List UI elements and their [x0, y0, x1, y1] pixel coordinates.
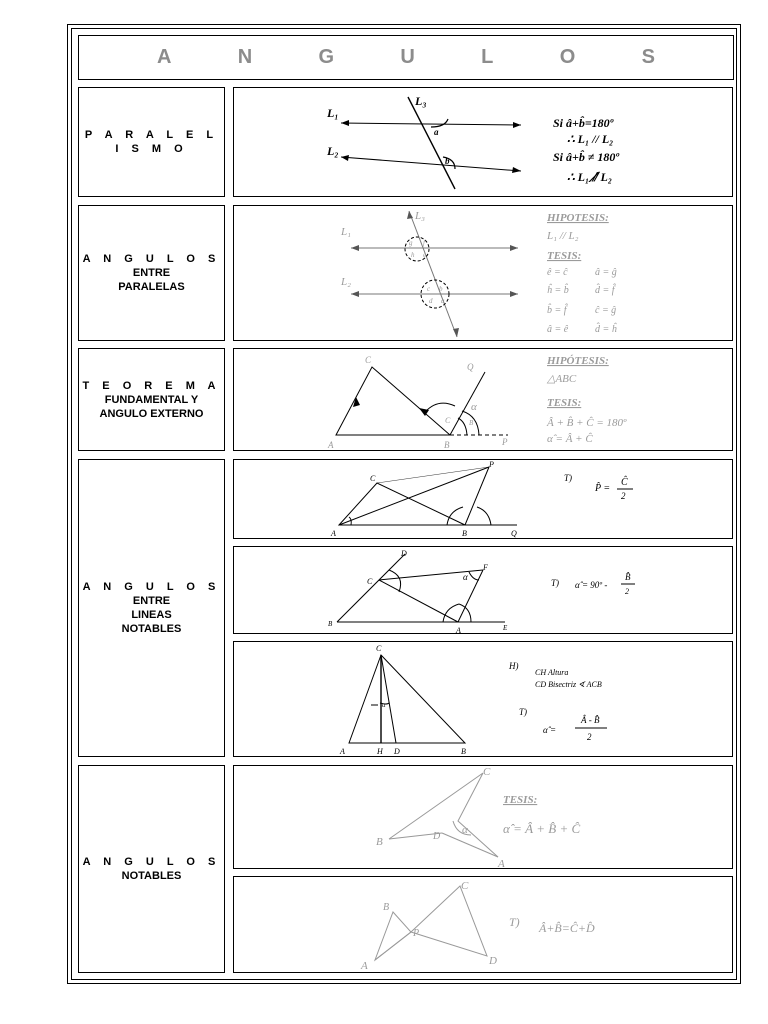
row-label-line: P A R A L E L I S M O [84, 129, 219, 155]
line-da [442, 833, 498, 857]
row-label-line: PARALELAS [118, 281, 185, 293]
point-p: P [489, 460, 494, 469]
label-b-small: B [469, 419, 474, 427]
formula-lhs: α̂ = [543, 725, 557, 735]
title-letter: N [237, 46, 253, 68]
teorema-diagram [233, 348, 733, 451]
vertex-b: B [444, 440, 450, 450]
formula-den: 2 [625, 587, 629, 596]
eq-6: ĉ = ĝ [595, 305, 617, 316]
title-letter: S [641, 46, 655, 68]
angle-arc-q [477, 507, 491, 525]
vertex-c: C [370, 474, 376, 483]
line-af [458, 570, 483, 622]
title-letter: G [318, 46, 335, 68]
eq-1: ê = ĉ [547, 267, 568, 278]
tesis-heading: TESIS: [503, 794, 538, 806]
eq-5: b̂ = f̂ [547, 305, 567, 316]
vertex-b: B [462, 529, 467, 538]
line-l2 [341, 157, 521, 171]
label-l1: L₁ [327, 106, 339, 120]
line-l1 [341, 123, 521, 125]
row-label-line: T E O R E M A [82, 379, 221, 392]
point-q: Q [467, 362, 474, 372]
tesis-label: T) [564, 473, 573, 483]
angle-arc-e [459, 604, 471, 622]
row-label-line: A N G U L O S [82, 856, 221, 868]
notables-3-diagram [233, 641, 733, 757]
arrow-l2-right [512, 167, 521, 173]
point-p: P [413, 928, 420, 939]
eq-8: d̂ = ĥ [595, 324, 617, 335]
eq-2: â = ĝ [595, 267, 617, 278]
hipotesis-line: △ABC [547, 373, 577, 385]
vertex-b: B [328, 620, 333, 628]
label-c-small: C [445, 416, 451, 425]
tesis-label: T) [509, 915, 520, 929]
triangle-abc [339, 483, 465, 525]
angle-f: f [423, 239, 425, 247]
eq-4: d̂ = f̂ [595, 285, 615, 296]
label-l1: L₁ [341, 226, 351, 238]
row-label-angulos-notables [78, 765, 225, 973]
angle-h: h [411, 251, 415, 259]
arrow [510, 245, 518, 251]
hipotesis-heading: HIPOTESIS: [547, 212, 609, 224]
formula-2: ∴ L₁ // L₂ [567, 132, 614, 146]
label-b: b [445, 156, 450, 166]
vertex-a: A [331, 529, 336, 538]
vertex-c: C [376, 644, 382, 653]
arrow [351, 245, 359, 251]
vertex-a: A [456, 626, 461, 635]
vertex-c: C [365, 355, 372, 365]
hipotesis-line-1: CH Altura [535, 668, 569, 677]
angle-d: d [429, 297, 433, 305]
angle-arc-c [425, 403, 455, 412]
formula-num: B̂ [625, 572, 631, 582]
triangle-pcd [411, 886, 487, 956]
label-a: a [434, 127, 439, 137]
formula-den: 2 [587, 732, 592, 742]
angle-arc-a [443, 604, 459, 622]
hipotesis-line: L₁ // L₂ [547, 230, 579, 242]
tesis-label: T) [551, 578, 560, 588]
angle-e: e [423, 251, 427, 259]
label-l3: L₃ [415, 94, 427, 108]
angle-arc-alpha [469, 572, 479, 580]
angle-g: g [409, 239, 413, 247]
paralelas-diagram [233, 205, 733, 341]
tesis-label: T) [519, 707, 528, 717]
point-p: P [502, 437, 508, 447]
vertex-b: B [376, 836, 383, 848]
angle-b: b [439, 285, 443, 293]
eq-3: ĥ = b̂ [547, 285, 569, 296]
formula-expr: α̂ = 90º - [575, 580, 608, 590]
line-cp [377, 467, 489, 483]
vertex-f: F [483, 563, 488, 572]
arrow-l2-left [341, 155, 349, 161]
line-bp [465, 467, 489, 525]
angulos-notables-2-diagram [233, 876, 733, 973]
vertex-b: B [461, 747, 466, 756]
arrow [351, 291, 359, 297]
vertex-b: B [383, 902, 390, 913]
hipotesis-heading: HIPÓTESIS: [547, 355, 609, 367]
angulos-notables-1-diagram [233, 765, 733, 869]
angle-arc-a [458, 418, 467, 435]
row-label-line: ANGULO EXTERNO [99, 407, 204, 420]
row-label-line: FUNDAMENTAL Y [104, 393, 199, 406]
tesis-line: α̂ = Â + B̂ + Ĉ [503, 821, 581, 836]
formula-den: 2 [621, 491, 626, 501]
row-label-line: NOTABLES [121, 623, 182, 635]
point-d: D [394, 747, 400, 756]
notables-2-diagram [233, 546, 733, 634]
title-letter: U [400, 46, 415, 68]
vertex-a: A [361, 960, 368, 972]
row-label-teorema [78, 348, 225, 451]
angle-a: a [441, 297, 445, 305]
vertex-c: C [483, 766, 491, 778]
vertex-d: D [401, 549, 407, 558]
hipotesis-label: H) [509, 661, 519, 671]
label-alpha: α [382, 701, 386, 709]
angle-c: c [427, 285, 431, 293]
title-letter: L [481, 46, 494, 68]
arrow-l1-right [513, 122, 521, 128]
vertex-a: A [328, 440, 334, 450]
angle-arc-b [447, 507, 463, 525]
row-label-paralelismo [78, 87, 225, 197]
line-ap [339, 467, 489, 525]
paralelismo-diagram [233, 87, 733, 197]
label-l2: L₂ [341, 276, 351, 288]
row-label-lineas-notables [78, 459, 225, 757]
line-l3 [409, 211, 457, 337]
formula-4: ∴ L₁ ⫽̸ L₂ [567, 170, 613, 184]
line-l3 [408, 97, 455, 189]
formula-lhs: P̂ = [595, 483, 611, 494]
tesis-heading: TESIS: [547, 397, 582, 409]
label-alpha: α [463, 572, 468, 582]
formula-num: Ĉ [621, 477, 628, 488]
formula-num: Â - B̂ [581, 715, 600, 725]
vertex-d: D [433, 831, 441, 842]
label-l2: L₂ [327, 144, 339, 158]
formula-1: Si â+b̂=180º [553, 116, 614, 130]
label-alpha: α [462, 824, 468, 836]
arrow [510, 291, 518, 297]
row-label-line: NOTABLES [121, 870, 182, 882]
shape-outline [389, 773, 498, 857]
vertex-a: A [340, 747, 345, 756]
line-bq [450, 372, 485, 435]
tesis-line: Â+B̂=Ĉ+D̂ [539, 921, 595, 935]
row-label-angulos-entre-paralelas [78, 205, 225, 341]
title-letter: O [559, 46, 576, 68]
row-label-line: A N G U L O S [82, 253, 221, 265]
line-ca [379, 580, 458, 622]
label-alpha: α [471, 401, 477, 413]
tesis-line-2: α̂ = Â + Ĉ [547, 433, 593, 445]
row-label-line: LINEAS [131, 609, 172, 621]
row-label-line: ENTRE [132, 595, 171, 607]
vertex-c: C [367, 577, 373, 586]
point-e: E [503, 624, 508, 632]
label-l3: L₃ [415, 210, 425, 222]
tesis-line-1: Â + B̂ + Ĉ = 180º [547, 417, 627, 429]
notables-1-diagram [233, 459, 733, 539]
arrow-ac [353, 397, 360, 407]
angle-arc-a [431, 119, 448, 127]
triangle-abc [336, 367, 450, 435]
title-letter: A [157, 46, 172, 68]
hipotesis-line-2: CD Bisectriz ∢ ACB [535, 680, 602, 689]
arrow-l1-left [341, 120, 349, 126]
arrow [407, 211, 413, 219]
point-h: H [377, 747, 383, 756]
formula-3: Si â+b̂ ≠ 180º [553, 150, 620, 164]
tesis-heading: TESIS: [547, 250, 582, 262]
triangle-abc [349, 655, 465, 743]
vertex-d: D [489, 955, 497, 967]
point-q: Q [511, 529, 517, 538]
row-label-line: ENTRE [132, 267, 171, 279]
vertex-c: C [461, 880, 469, 892]
eq-7: â = ê [547, 324, 569, 335]
page-title [78, 35, 734, 80]
vertex-a: A [498, 858, 505, 870]
row-label-line: A N G U L O S [82, 581, 221, 593]
